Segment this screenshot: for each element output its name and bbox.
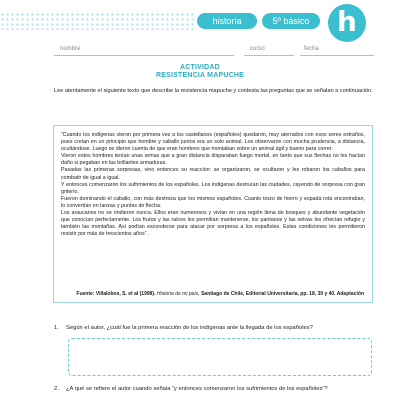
reading-paragraph: Fueron dominando el caballo, con más destreza que los mismos españoles. Cuanto trozo de hierro y espada rota encontraban, lo convertían en lanzas y puntas de flecha.: [61, 195, 365, 209]
question-1: [54, 325, 374, 332]
source-citation: [66, 291, 364, 297]
history-logo-icon: h: [328, 4, 366, 42]
activity-subtitle: RESISTENCIA MAPUCHE: [156, 72, 244, 79]
reading-paragraph: Los araucanos no se rindieron nunca. Ellos eran numerosos y vivían en una región llena de bosques y abundante vegetación que conocían perfectamente. Los frutos y las raíces les permitían mantenerse, los pantanos y las selvas les ofrecían refugio y también las montañas. Así podían esconderse para atacar por sorpresa a los españoles. Estas condiciones les permitieron resistir por más de trescientos años”.: [61, 210, 365, 238]
name-label: nombre: [60, 46, 81, 52]
reading-box: [53, 125, 373, 303]
reading-paragraph: Vieron estos hombres tenían unas armas que a gran distancia disparaban fuego mortal, en tanto que sus flechas no les hacían daño si pegaban en las brillantes armaduras.: [61, 153, 365, 167]
question-number: 2.: [54, 386, 59, 392]
question-text: Según el autor, ¿cuál fue la primera reacción de los indígenas ante la llegada de los españoles?: [66, 325, 313, 331]
course-label: curso: [250, 46, 265, 52]
instructions: Lee atentamente el siguiente texto que describe la resistencia mapuche y contesta las preguntas que se señalan a continuación.: [54, 88, 373, 94]
subject-tag: historia: [197, 13, 257, 29]
date-line[interactable]: [300, 55, 374, 56]
question-number: 1.: [54, 325, 59, 331]
activity-title: ACTIVIDAD: [180, 64, 220, 71]
question-2: [54, 386, 374, 393]
answer-box-1[interactable]: [68, 338, 372, 376]
date-label: fecha: [304, 46, 319, 52]
header: [0, 0, 400, 44]
grade-tag: 5º básico: [262, 13, 320, 29]
reading-paragraph: “Cuando los indígenas vieron por primera vez a los castellanos (españoles) quedaron, muy aterrados con esos seres extraños, pues creían en un principio que hombre y caballo juntos era un solo animal. Los observaron con mucha prudencia, a distancia, ocultándose. Luego se dieron cuenta de que eran hombres que montaban sobre un animal ágil y bueno para correr.: [61, 132, 365, 153]
reading-paragraph: Y entonces comenzaron los sufrimientos de los españoles. Los indígenas destruían las ciudades, cayendo de sorpresa con gran griterío.: [61, 181, 365, 195]
source-prefix: Fuente: Villalobos, S. et al (1998).: [76, 291, 156, 297]
reading-paragraph: Pasadas las primeras sorpresas, vino entonces su reacción: se organizaron, se ocultaron y les robaron los caballos para combatir de igual a igual.: [61, 167, 365, 181]
source-title: Historia de mi país,: [156, 291, 200, 297]
question-text: ¿A qué se refiere el autor cuando señala “y entonces comenzaron los sufrimientos de los españoles”?: [66, 386, 328, 392]
student-fields: [54, 46, 374, 56]
course-line[interactable]: [244, 55, 294, 56]
dotted-banner: [0, 12, 195, 30]
source-suffix: Santiago de Chile, Editorial Universitaria, pp. 18, 39 y 40. Adaptación: [201, 291, 364, 297]
name-line[interactable]: [54, 55, 234, 56]
